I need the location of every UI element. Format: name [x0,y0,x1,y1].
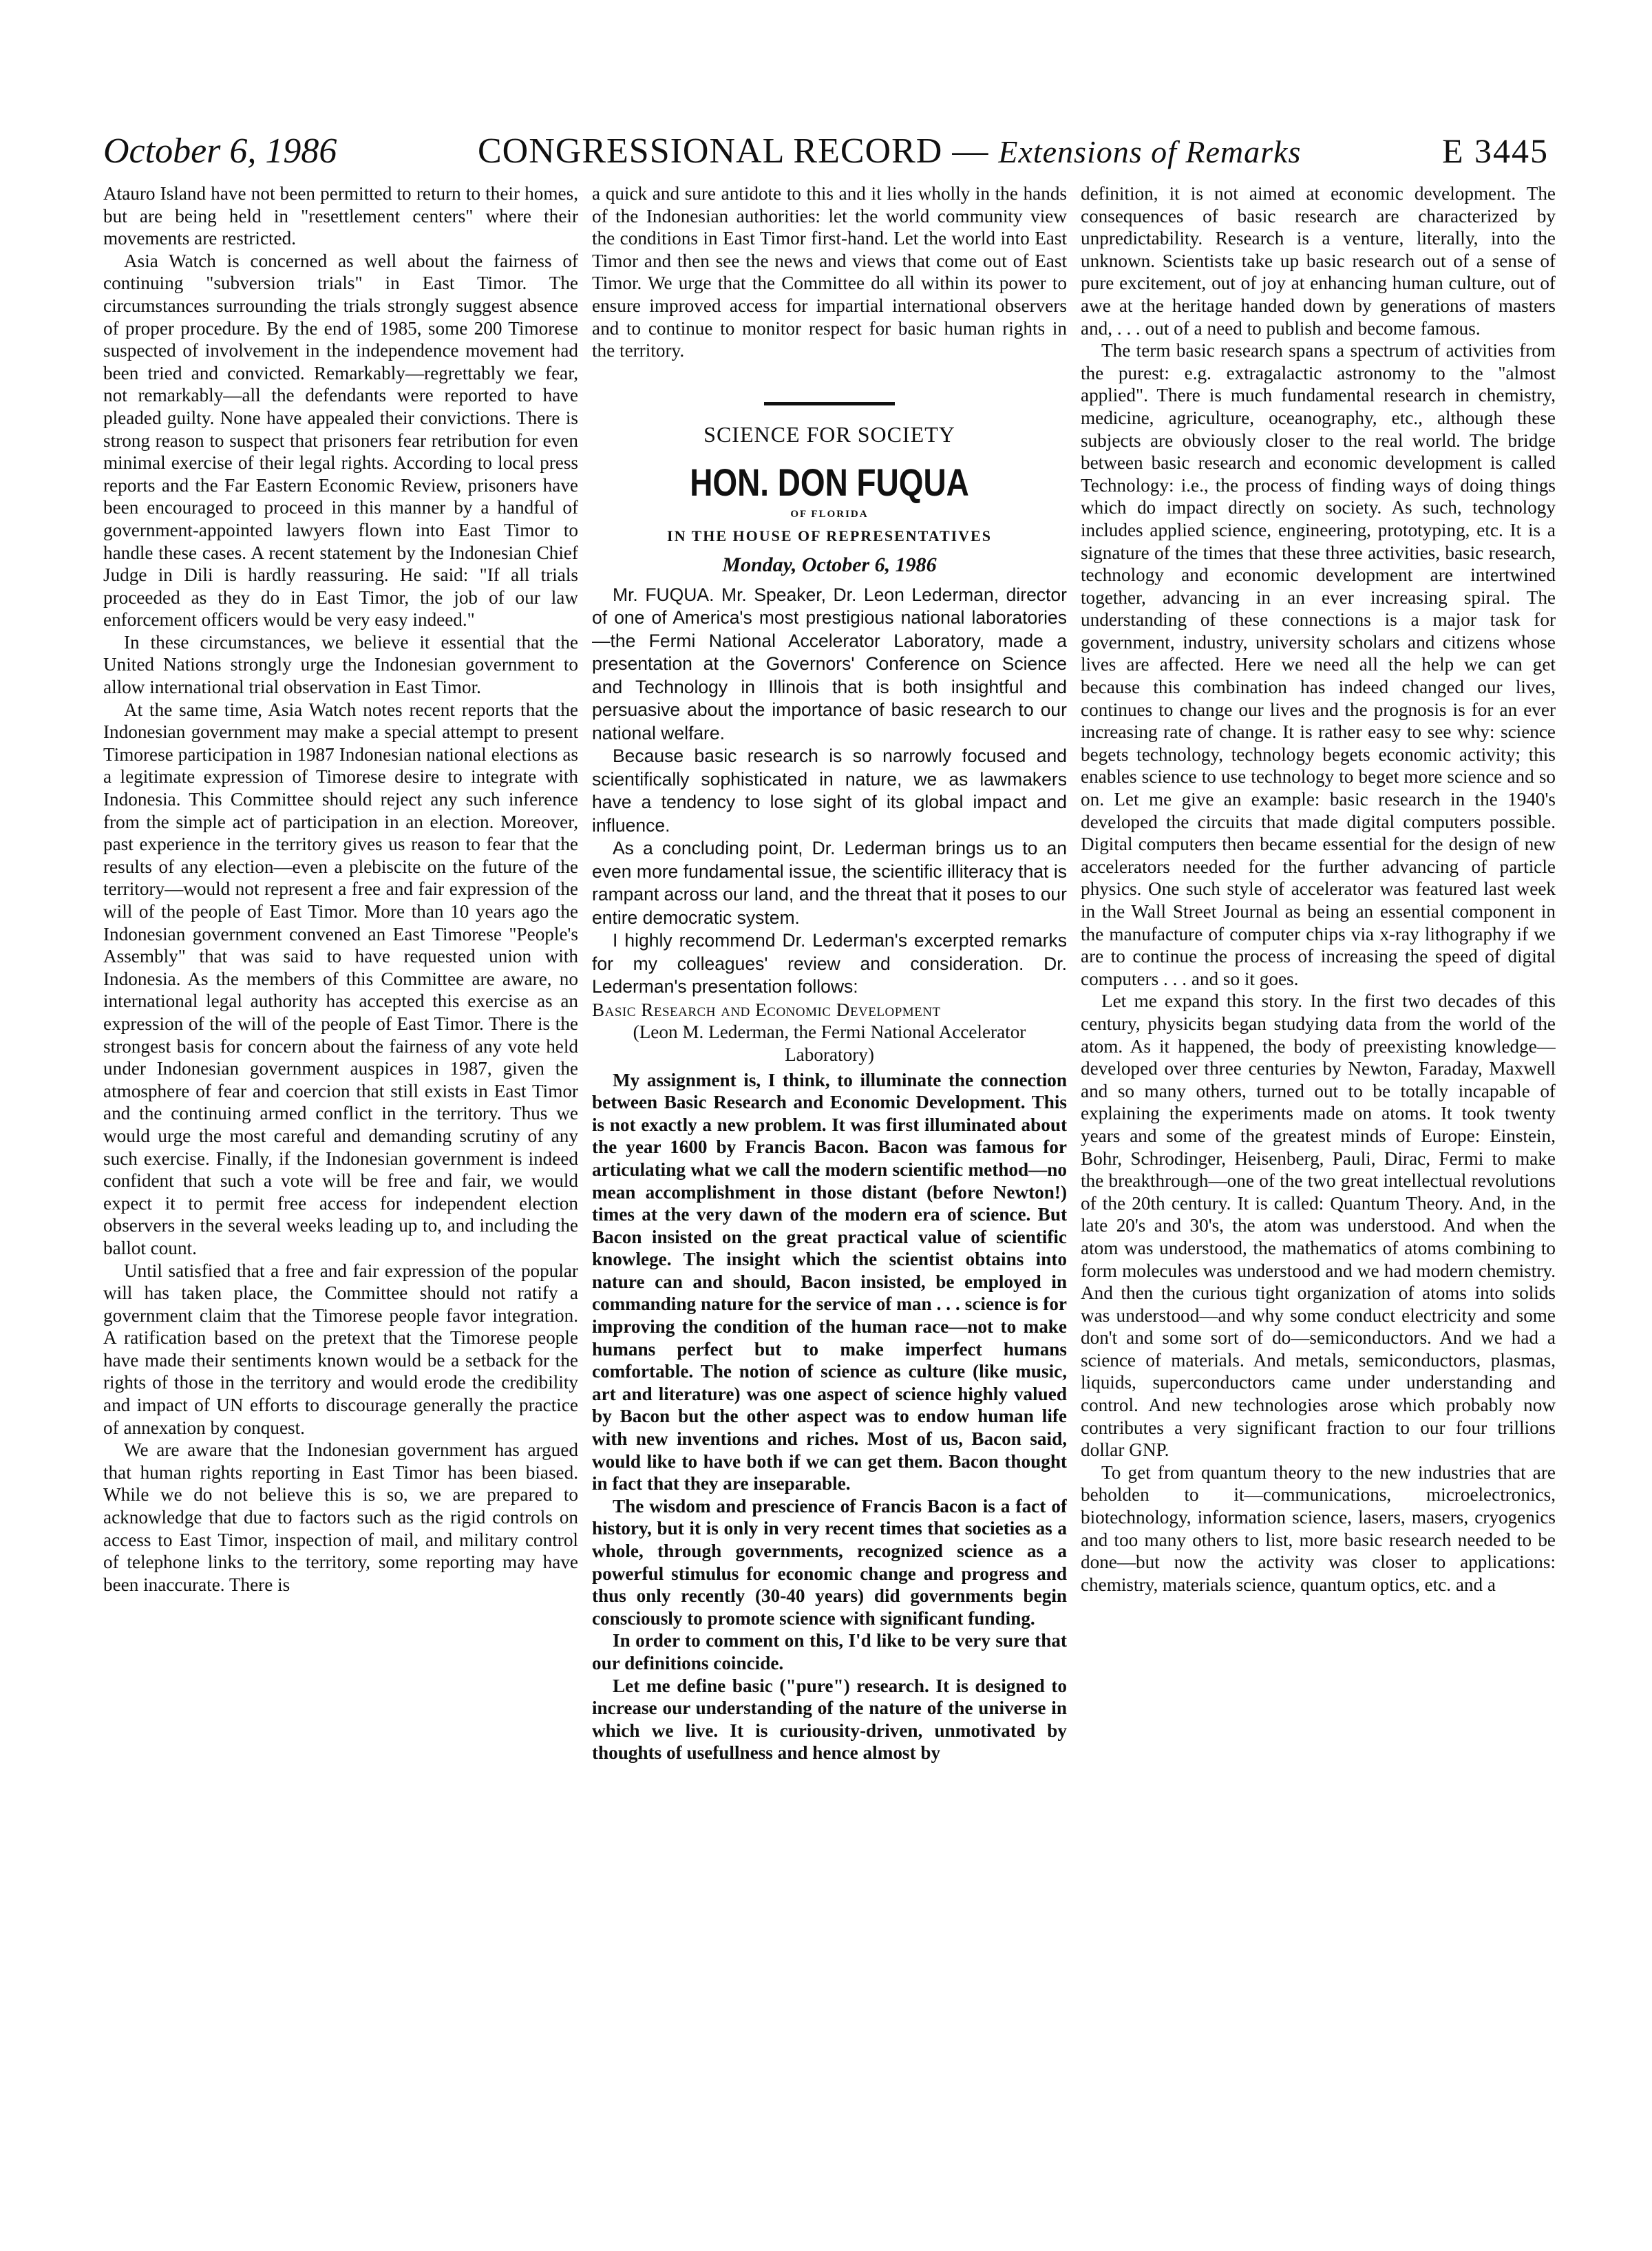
page-number: E 3445 [1441,131,1549,170]
paragraph: a quick and sure antidote to this and it lies wholly in the hands of the Indonesian authorities: let the world community view the conditions in East Timor first-hand. Let the world into East Timor and then see the news and views that come out of East Timor. We urge that the Committee do all within its power to ensure improved access for impartial international observers and to continue to monitor respect for basic human rights in the territory. [592,183,1067,361]
paragraph: Let me expand this story. In the first two decades of this century, physicits began studying data from the world of the atom. As it happened, the body of preexisting knowledge—developed over three centuries by Newton, Faraday, Maxwell and so many others, turned out to be totally incapable of explaining the experiments made on atoms. It took twenty years and some of the greatest minds of Europe: Einstein, Bohr, Schrodinger, Heisenberg, Pauli, Dirac, Fermi to make the breakthrough—one of the two great intellectual revolutions of the 20th century. It is called: Quantum Theory. And, in the late 20's and 30's, the atom was understood. And when the atom was understood, the mathematics of atoms combining to form molecules was understood and we had modern chemistry. And then the curious tight organization of atoms into solids was understood—and why some conduct electricity and some don't and some sort of do—semiconductors. And we had a science of materials. And metals, semiconductors, plasmas, liquids, superconductors came under understanding and control. And new technologies arose which probably now contributes a very significant fraction to our four trillions dollar GNP. [1081,991,1556,1461]
member-state: OF FLORIDA [790,508,869,520]
paragraph: I highly recommend Dr. Lederman's excerpted remarks for my colleagues' review and consideration. Dr. Lederman's presentation follows: [592,930,1067,997]
paragraph: definition, it is not aimed at economic development. The consequences of basic research are characterized by unpredictability. Research is a venture, literally, into the unknown. Scientists take up basic research out of a sense of pure excitement, out of joy at enhancing human culture, out of awe at the heritage handed down by generations of masters and, . . . out of a need to publish and become famous. [1081,183,1556,339]
section-name: Extensions of Remarks [998,134,1302,169]
paragraph: Until satisfied that a free and fair expression of the popular will has taken place, the Committee should not ratify a government claim that the Timorese people favor integration. A ratification based on the pretext that the Timorese people have made their sentiments known would be a setback for the rights of those in the territory and would erode the credibility and impact of UN efforts to discourage generally the practice of annexation by conquest. [103,1260,578,1438]
paragraph: The wisdom and prescience of Francis Bacon is a fact of history, but it is only in very recent times that societies as a whole, through governments, recognized science as a powerful stimulus for economic change and progress and thus only recently (30-40 years) did governments begin consciously to promote science with significant funding. [592,1495,1067,1629]
speech-title: Basic Research and Economic Development [592,999,941,1020]
paragraph: As a concluding point, Dr. Lederman brings us to an even more fundamental issue, the scientific illiteracy that is rampant across our land, and the threat that it poses to our entire democratic system. [592,838,1067,928]
header-date: October 6, 1986 [103,131,337,171]
column-3 [1081,182,1556,2220]
speech-body [592,1069,1067,1764]
column-2 [592,182,1067,2220]
paragraph: In these circumstances, we believe it essential that the United Nations strongly urge the Indonesian government to allow international trial observation in East Timor. [103,631,578,698]
page-header [103,131,1549,179]
member-name: HON. DON FUQUA [690,460,969,504]
remarks-date: Monday, October 6, 1986 [722,553,937,576]
paragraph: Let me define basic ("pure") research. It is designed to increase our understanding of the nature of the universe in which we live. It is curiousity-driven, unmotivated by thoughts of usefullness and hence almost by [592,1675,1067,1764]
paragraph: At the same time, Asia Watch notes recent reports that the Indonesian government may make a special attempt to present Timorese participation in 1987 Indonesian national elections as a legitimate expression of Timorese desire to integrate with Indonesia. This Committee should reject any such inference from the simple act of participation in an election. Moreover, past experience in the territory gives us reason to fear that the results of any election—even a plebiscite on the future of the territory—would not represent a free and fair expression of the will of the people of East Timor. More than 10 years ago the Indonesian government convened an East Timorese "People's Assembly" that was said to have requested union with Indonesia. As the members of this Committee are aware, no international legal authority has accepted this exercise as an expression of the will of the people of East Timor. There is the strongest basis for concern about the fairness of any vote held under Indonesian government auspices in 1987, given the atmosphere of fear and coercion that still exists in East Timor and the continuing armed conflict in the territory. Thus we would urge the most careful and demanding scrutiny of any such exercise. Finally, if the Indonesian government is indeed confident that such a vote will be free and fair, we would expect it to permit free access for independent election observers in the several weeks leading up to, and including the ballot count. [103,699,578,1258]
paragraph: My assignment is, I think, to illuminate the connection between Basic Research and Economic Development. This is not exactly a new problem. It was first illuminated about the year 1600 by Francis Bacon. Bacon was famous for articulating what we call the modern scientific method—no mean accomplishment in those distant (before Newton!) times at the very dawn of the modern era of science. But Bacon insisted on the great practical value of scientific knowlege. The insight which the scientist obtains into nature can and should, Bacon insisted, be employed in commanding nature for the service of man . . . science is for improving the condition of the human race—not to make humans perfect but to make imperfect humans comfortable. The notion of science as culture (like music, art and literature) was one aspect of science highly valued by Bacon but the other aspect was to endow human life with new inventions and riches. Most of us, Bacon said, would like to have both if we can get them. Bacon thought in fact that they are inseparable. [592,1069,1067,1494]
chamber: IN THE HOUSE OF REPRESENTATIVES [667,527,992,545]
paragraph: Mr. FUQUA. Mr. Speaker, Dr. Leon Lederman, director of one of America's most prestigious national laboratories—the Fermi National Accelerator Laboratory, made a presentation at the Governors' Conference on Science and Technology in Illinois that is both insightful and persuasive about the importance of basic research to our national welfare. [592,584,1067,743]
paragraph: Asia Watch is concerned as well about the fairness of continuing "subversion trials" in East Timor. The circumstances surrounding the trials strongly suggest absence of proper procedure. By the end of 1985, some 200 Timorese suspected of involvement in the independence movement had been tried and convicted. Remarkably—regrettably we fear, not remarkably—all the defendants were reported to have pleaded guilty. None have appealed their convictions. There is strong reason to suspect that prisoners fear retribution for even minimal exercise of their legal rights. According to local press reports and the Far Eastern Economic Review, prisoners have been encouraged to proceed in this manner by a handful of government-appointed lawyers flown into East Timor to handle these cases. A recent statement by the Indonesian Chief Judge in Dili is hardly reassuring. He said: "If all trials proceeded as they do in East Timor, the job of our law enforcement officers would be very easy indeed." [103,250,578,631]
paragraph: Atauro Island have not been permitted to return to their homes, but are being held in "resettlement centers" where their movements are restricted. [103,183,578,249]
text-columns [103,182,1556,2220]
paragraph: We are aware that the Indonesian government has argued that human rights reporting in East Timor has been biased. While we do not believe this is so, we are prepared to acknowledge that due to factors such as the rigid controls on access to East Timor, inspection of mail, and military control of telephone links to the territory, some reporting may have been inaccurate. There is [103,1439,578,1595]
paragraph: Because basic research is so narrowly focused and scientifically sophisticated in nature, we as lawmakers have a tendency to lose sight of its global impact and influence. [592,746,1067,836]
paragraph: In order to comment on this, I'd like to be very sure that our definitions coincide. [592,1630,1067,1673]
speech-author: (Leon M. Lederman, the Fermi National Accelerator Laboratory) [633,1022,1026,1065]
column-1 [103,182,578,2220]
paragraph: The term basic research spans a spectrum of activities from the purest: e.g. extragalactic astronomy to the "almost applied". There is much fundamental research in chemistry, medicine, agriculture, oceanography, etc., although these subjects are obviously closer to the real world. The bridge between basic research and economic development is called Technology: i.e., the process of finding ways of doing things which do impact directly on society. As such, technology includes applied science, engineering, prototyping, etc. It is a signature of the times that these three activities, basic research, technology and economic development are intertwined together, advancing in an ever increasing spiral. The understanding of these connections is a major task for government, industry, university scholars and citizens whose lives are affected. Here we need all the help we can get because this combination has indeed changed our lives, continues to change our lives and the prognosis is for an ever increasing rate of change. It is rather easy to see why: science begets technology, technology begets economic activity; this enables science to use technology to beget more science and so on. Let me give an example: basic research in the 1940's developed the circuits that made digital computers possible. Digital computers then became essential for the design of new accelerators needed for the further advancing of particle physics. One such style of accelerator was featured last week in the Wall Street Journal as being an essential component in the manufacture of computer chips via x-ray lithography if we are to continue the process of increasing the speed of digital computers . . . and so it goes. [1081,340,1556,989]
paragraph: To get from quantum theory to the new industries that are beholden to it—communications, microelectronics, biotechnology, information science, lasers, masers, cryogenics and too many others to list, more basic research needed to be done—but now the activity was closer to applications: chemistry, materials science, quantum optics, etc. and a [1081,1461,1556,1595]
section-divider [764,402,895,405]
section-title: SCIENCE FOR SOCIETY [703,421,955,447]
publication-title: CONGRESSIONAL RECORD — [477,131,989,171]
header-title [478,131,1301,171]
